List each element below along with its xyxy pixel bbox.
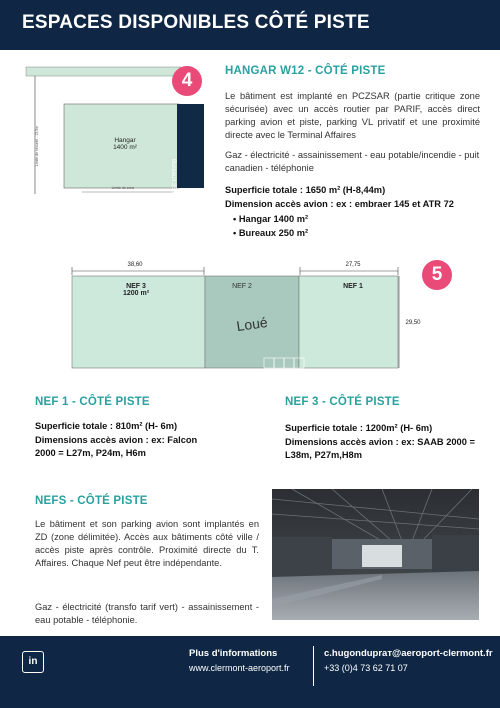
footer-website[interactable]: www.clermont-aeroport.fr xyxy=(189,663,290,673)
nefs-dim-left: 38,60 xyxy=(127,262,143,268)
bureaux-plan-area: 250 m² xyxy=(170,183,176,202)
footer-email[interactable]: c.hugondupraт@aeroport-clermont.fr xyxy=(324,648,493,659)
hangar-dimensions: Dimension accès avion : ex : embraer 145 et ATR 72 xyxy=(225,199,454,209)
page-header xyxy=(0,0,500,50)
nef3-title: NEF 3 - CÔTÉ PISTE xyxy=(285,396,400,408)
hangar-bullet-2: • Bureaux 250 m² xyxy=(233,228,309,238)
hangar-interior-photo xyxy=(272,489,479,620)
hangar-plan-label xyxy=(100,137,150,151)
zone-limit-note: Limite de zone xyxy=(111,186,135,190)
hangar-plan-area: 1400 m² xyxy=(113,144,137,151)
nefs-dim-right: 27,75 xyxy=(345,262,361,268)
nef3-superficie: Superficie totale : 1200m² (H- 6m) xyxy=(285,423,433,433)
footer-separator xyxy=(313,646,314,686)
hangar-badge: 4 xyxy=(172,66,202,96)
bureaux-plan-name: Bureaux xyxy=(170,159,176,182)
footer-phone: +33 (0)4 73 62 71 07 xyxy=(324,663,408,673)
nef3-plan-label xyxy=(106,283,166,297)
nefs-title: NEFS - CÔTÉ PISTE xyxy=(35,495,148,507)
nef1-dimensions: Dimensions accès avion : ex: Falcon 2000 = L27m, P24m, H6m xyxy=(35,435,198,458)
nef2-plan-label: NEF 2 xyxy=(232,283,252,290)
nef1-plan-label: NEF 1 xyxy=(343,283,363,290)
hangar-plan-name: Hangar xyxy=(114,137,136,144)
page-title: ESPACES DISPONIBLES CÔTÉ PISTE xyxy=(22,12,370,33)
nefs-dim-height: 29,50 xyxy=(405,320,421,326)
hangar-description: Le bâtiment est implanté en PCZSAR (partie critique zone sécurisée) avec un accès routier par PARIF, accès direct parking avion et piste, parking VL privatif et une proximité directe avec le Terminal Affaires xyxy=(225,91,480,140)
hangar-title: HANGAR W12 - CÔTÉ PISTE xyxy=(225,65,386,77)
nef3-plan-area: 1200 m² xyxy=(122,290,150,297)
linkedin-icon[interactable]: in xyxy=(22,651,44,673)
hangar-utilities: Gaz - électricité - assainissement - eau potable/incendie - puit canadien - téléphonie xyxy=(225,150,480,173)
nef1-superficie: Superficie totale : 810m² (H- 6m) xyxy=(35,421,178,431)
nefs-description: Le bâtiment et son parking avion sont implantés en ZD (zone délimitée). Accès aux bâtiments côté ville / accès piste après contrôle. Proximité directe du T. Affaires. Chaque Nef peut être indépendante. xyxy=(35,519,259,568)
nefs-utilities: Gaz - électricité (transfo tarif vert) - assainissement - eau potable - téléphonie. xyxy=(35,602,259,625)
hangar-bullet-2-text: Bureaux 250 m² xyxy=(238,228,309,238)
nef2-status: Loué xyxy=(235,313,269,335)
nefs-badge: 5 xyxy=(422,260,452,290)
nef3-dimensions: Dimensions accès avion : ex: SAAB 2000 = L38m, P27m,H8m xyxy=(285,437,475,460)
hangar-bullet-1-text: Hangar 1400 m² xyxy=(238,214,309,224)
nef1-title: NEF 1 - CÔTÉ PISTE xyxy=(35,396,150,408)
hangar-bullet-1: • Hangar 1400 m² xyxy=(233,214,309,224)
nef3-plan-name: NEF 3 xyxy=(126,283,146,290)
bureaux-plan-label xyxy=(170,159,176,202)
security-limit-note: Limite de sécurité - 15,5m xyxy=(35,125,39,167)
hangar-superficie: Superficie totale : 1650 m² (H-8,44m) xyxy=(225,185,386,195)
footer-info-title: Plus d'informations xyxy=(189,648,278,659)
